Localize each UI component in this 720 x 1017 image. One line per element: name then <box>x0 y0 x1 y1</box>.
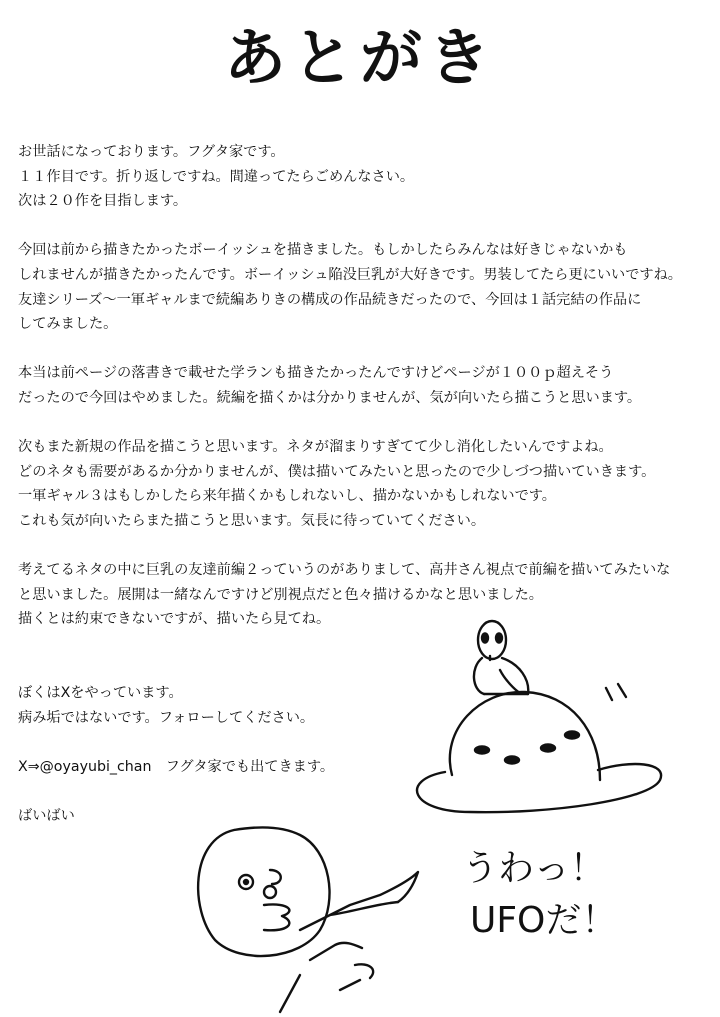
text-line: 一軍ギャル３はもしかしたら来年描くかもしれないし、描かないかもしれないです。 <box>18 488 556 505</box>
text-line: しれませんが描きたかったんです。ボーイッシュ陥没巨乳が大好きです。男装してたら更にいいですね。 <box>18 266 682 283</box>
text-line: どのネタも需要があるか分かりませんが、僕は描いてみたいと思ったので少しづつ描いていきます。 <box>18 463 656 480</box>
sns-line: ぼくはXをやっています。 <box>18 685 183 702</box>
sns-link: X⇒@oyayubi_chan フグタ家でも出てきます。 <box>18 758 335 775</box>
text-line: 友達シリーズ～一軍ギャルまで続編ありきの構成の作品続きだったので、今回は１話完結の作品に <box>18 291 642 308</box>
page-title: あとがき <box>223 21 496 94</box>
sns-line: 病み垢ではないです。フォローしてください。 <box>18 709 315 726</box>
text-line: 今回は前から描きたかったボーイッシュを描きました。もしかしたらみんなは好きじゃないかも <box>18 242 628 259</box>
ufo-saucer <box>417 684 661 812</box>
text-line: お世話になっております。フグタ家です。 <box>18 144 285 160</box>
text-line: と思いました。展開は一緒なんですけど別視点だと色々描けるかなと思いました。 <box>18 586 543 603</box>
text-line: これも気が向いたらまた描こうと思います。気長に待っていてください。 <box>18 512 486 529</box>
text-line: 本当は前ページの落書きで載せた学ランも描きたかったんですけどページが１００ｐ超えそう <box>18 365 614 382</box>
person-figure <box>198 827 418 1012</box>
text-line: してみました。 <box>18 316 118 333</box>
text-line: だったので今回はやめました。続編を描くかは分かりませんが、気が向いたら描こうと思います。 <box>18 389 642 406</box>
speech-line-2: UFOだ！ <box>470 900 618 941</box>
text-line: 描くとは約束できないですが、描いたら見てね。 <box>18 611 331 628</box>
speech-line-1: うわっ！ <box>462 848 606 889</box>
text-line: 考えてるネタの中に巨乳の友達前編２っていうのがありまして、高井さん視点で前編を描いてみたいな <box>18 562 671 579</box>
text-line: 次もまた新規の作品を描こうと思います。ネタが溜まりすぎてて少し消化したいんですよね。 <box>18 439 613 456</box>
text-line: １１作目です。折り返しですね。間違ってたらごめんなさい。 <box>18 168 415 185</box>
alien-figure <box>474 621 528 694</box>
farewell-text: ばいばい <box>18 808 75 825</box>
text-line: 次は２０作を目指します。 <box>18 193 188 210</box>
